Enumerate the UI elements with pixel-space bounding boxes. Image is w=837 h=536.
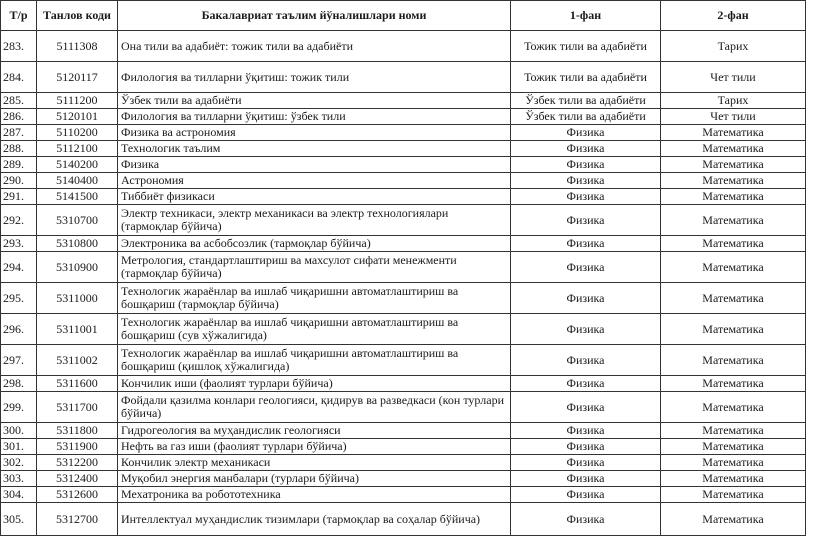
row-subject2: Математика bbox=[661, 236, 806, 252]
row-subject2: Математика bbox=[661, 392, 806, 423]
row-code: 5140200 bbox=[37, 157, 118, 173]
row-direction-name: Мехатроника ва робототехника bbox=[118, 487, 511, 503]
table-row bbox=[1, 392, 806, 423]
table-row bbox=[1, 487, 806, 503]
table-row bbox=[1, 125, 806, 141]
row-direction-name: Технологик жараёнлар ва ишлаб чиқаришни автоматлаштириш ва бошқариш (сув хўжалигида) bbox=[118, 314, 511, 345]
header-no: Т/р bbox=[1, 1, 37, 31]
row-subject2: Чет тили bbox=[661, 109, 806, 125]
table-header-row bbox=[1, 1, 806, 31]
row-direction-name: Филология ва тилларни ўқитиш: тожик тили bbox=[118, 62, 511, 93]
table-row bbox=[1, 31, 806, 62]
row-subject1: Физика bbox=[511, 487, 661, 503]
table-row bbox=[1, 205, 806, 236]
row-number: 300. bbox=[1, 423, 37, 439]
row-direction-name: Физика ва астрономия bbox=[118, 125, 511, 141]
row-direction-name: Электр техникаси, электр механикаси ва электр технологиялари (тармоқлар бўйича) bbox=[118, 205, 511, 236]
row-subject2: Чет тили bbox=[661, 62, 806, 93]
row-number: 298. bbox=[1, 376, 37, 392]
row-code: 5120101 bbox=[37, 109, 118, 125]
row-subject2: Математика bbox=[661, 503, 806, 536]
row-number: 284. bbox=[1, 62, 37, 93]
row-code: 5311600 bbox=[37, 376, 118, 392]
table-row bbox=[1, 503, 806, 536]
row-subject1: Физика bbox=[511, 345, 661, 376]
table-row bbox=[1, 157, 806, 173]
table-body bbox=[1, 31, 806, 536]
row-number: 293. bbox=[1, 236, 37, 252]
row-number: 299. bbox=[1, 392, 37, 423]
row-subject1: Физика bbox=[511, 439, 661, 455]
row-direction-name: Ўзбек тили ва адабиёти bbox=[118, 93, 511, 109]
row-code: 5312600 bbox=[37, 487, 118, 503]
table-row bbox=[1, 93, 806, 109]
row-subject1: Физика bbox=[511, 157, 661, 173]
row-code: 5311002 bbox=[37, 345, 118, 376]
row-number: 286. bbox=[1, 109, 37, 125]
row-code: 5140400 bbox=[37, 173, 118, 189]
row-subject2: Математика bbox=[661, 157, 806, 173]
row-subject2: Математика bbox=[661, 345, 806, 376]
row-number: 302. bbox=[1, 455, 37, 471]
row-subject1: Физика bbox=[511, 314, 661, 345]
row-direction-name: Электроника ва асбобсозлик (тармоқлар бўйича) bbox=[118, 236, 511, 252]
row-subject1: Физика bbox=[511, 471, 661, 487]
row-subject1: Физика bbox=[511, 173, 661, 189]
row-direction-name: Технологик таълим bbox=[118, 141, 511, 157]
row-number: 294. bbox=[1, 252, 37, 283]
row-subject1: Физика bbox=[511, 125, 661, 141]
row-subject2: Тарих bbox=[661, 93, 806, 109]
row-subject1: Физика bbox=[511, 205, 661, 236]
row-code: 5110200 bbox=[37, 125, 118, 141]
row-subject1: Физика bbox=[511, 252, 661, 283]
row-direction-name: Физика bbox=[118, 157, 511, 173]
row-code: 5312700 bbox=[37, 503, 118, 536]
row-subject2: Математика bbox=[661, 205, 806, 236]
row-code: 5120117 bbox=[37, 62, 118, 93]
row-subject2: Математика bbox=[661, 455, 806, 471]
header-code: Танлов коди bbox=[37, 1, 118, 31]
row-number: 288. bbox=[1, 141, 37, 157]
row-number: 289. bbox=[1, 157, 37, 173]
row-code: 5312200 bbox=[37, 455, 118, 471]
row-subject1: Физика bbox=[511, 283, 661, 314]
row-subject2: Математика bbox=[661, 376, 806, 392]
row-code: 5311700 bbox=[37, 392, 118, 423]
table-row bbox=[1, 471, 806, 487]
row-number: 285. bbox=[1, 93, 37, 109]
row-direction-name: Астрономия bbox=[118, 173, 511, 189]
row-subject2: Математика bbox=[661, 471, 806, 487]
row-direction-name: Тиббиёт физикаси bbox=[118, 189, 511, 205]
header-subject2: 2-фан bbox=[661, 1, 806, 31]
table-row bbox=[1, 109, 806, 125]
row-subject2: Математика bbox=[661, 314, 806, 345]
row-subject1: Ўзбек тили ва адабиёти bbox=[511, 93, 661, 109]
row-direction-name: Она тили ва адабиёт: тожик тили ва адабиёти bbox=[118, 31, 511, 62]
row-subject1: Тожик тили ва адабиёти bbox=[511, 31, 661, 62]
row-subject2: Математика bbox=[661, 423, 806, 439]
table-row bbox=[1, 141, 806, 157]
row-code: 5111308 bbox=[37, 31, 118, 62]
row-direction-name: Нефть ва газ иши (фаолият турлари бўйича) bbox=[118, 439, 511, 455]
row-subject1: Физика bbox=[511, 189, 661, 205]
table-row bbox=[1, 423, 806, 439]
row-number: 295. bbox=[1, 283, 37, 314]
row-direction-name: Муқобил энергия манбалари (турлари бўйича) bbox=[118, 471, 511, 487]
row-subject2: Математика bbox=[661, 141, 806, 157]
row-number: 287. bbox=[1, 125, 37, 141]
row-subject1: Физика bbox=[511, 141, 661, 157]
row-subject1: Ўзбек тили ва адабиёти bbox=[511, 109, 661, 125]
row-number: 283. bbox=[1, 31, 37, 62]
row-number: 303. bbox=[1, 471, 37, 487]
table-row bbox=[1, 252, 806, 283]
row-number: 296. bbox=[1, 314, 37, 345]
row-direction-name: Кончилик электр механикаси bbox=[118, 455, 511, 471]
table-row bbox=[1, 189, 806, 205]
row-direction-name: Технологик жараёнлар ва ишлаб чиқаришни автоматлаштириш ва бошқариш (тармоқлар бўйича) bbox=[118, 283, 511, 314]
table-row bbox=[1, 439, 806, 455]
row-code: 5112100 bbox=[37, 141, 118, 157]
row-subject2: Математика bbox=[661, 439, 806, 455]
row-direction-name: Метрология, стандартлаштириш ва махсулот сифати менежменти (тармоқлар бўйича) bbox=[118, 252, 511, 283]
row-subject2: Математика bbox=[661, 252, 806, 283]
row-subject1: Физика bbox=[511, 455, 661, 471]
row-subject1: Физика bbox=[511, 376, 661, 392]
row-code: 5311800 bbox=[37, 423, 118, 439]
row-number: 304. bbox=[1, 487, 37, 503]
table-row bbox=[1, 173, 806, 189]
row-number: 297. bbox=[1, 345, 37, 376]
row-code: 5310800 bbox=[37, 236, 118, 252]
header-name: Бакалавриат таълим йўналишлари номи bbox=[118, 1, 511, 31]
row-direction-name: Кончилик иши (фаолият турлари бўйича) bbox=[118, 376, 511, 392]
row-subject1: Физика bbox=[511, 503, 661, 536]
row-code: 5311001 bbox=[37, 314, 118, 345]
row-subject2: Математика bbox=[661, 189, 806, 205]
row-direction-name: Интеллектуал муҳандислик тизимлари (тармоқлар ва соҳалар бўйича) bbox=[118, 503, 511, 536]
row-subject1: Тожик тили ва адабиёти bbox=[511, 62, 661, 93]
row-subject1: Физика bbox=[511, 236, 661, 252]
row-code: 5141500 bbox=[37, 189, 118, 205]
header-subject1: 1-фан bbox=[511, 1, 661, 31]
row-subject1: Физика bbox=[511, 392, 661, 423]
row-code: 5310900 bbox=[37, 252, 118, 283]
table-row bbox=[1, 376, 806, 392]
row-direction-name: Фойдали қазилма конлари геологияси, қидирув ва разведкаси (кон турлари бўйича) bbox=[118, 392, 511, 423]
row-subject1: Физика bbox=[511, 423, 661, 439]
table-row bbox=[1, 345, 806, 376]
table-row bbox=[1, 455, 806, 471]
row-subject2: Математика bbox=[661, 487, 806, 503]
table-row bbox=[1, 236, 806, 252]
row-code: 5311900 bbox=[37, 439, 118, 455]
row-number: 291. bbox=[1, 189, 37, 205]
row-direction-name: Гидрогеология ва муҳандислик геологияси bbox=[118, 423, 511, 439]
row-number: 292. bbox=[1, 205, 37, 236]
row-number: 305. bbox=[1, 503, 37, 536]
table-row bbox=[1, 62, 806, 93]
row-code: 5111200 bbox=[37, 93, 118, 109]
row-number: 290. bbox=[1, 173, 37, 189]
table-row bbox=[1, 314, 806, 345]
row-direction-name: Технологик жараёнлар ва ишлаб чиқаришни автоматлаштириш ва бошқариш (қишлоқ хўжалигида) bbox=[118, 345, 511, 376]
row-subject2: Математика bbox=[661, 173, 806, 189]
row-code: 5312400 bbox=[37, 471, 118, 487]
row-direction-name: Филология ва тилларни ўқитиш: ўзбек тили bbox=[118, 109, 511, 125]
row-subject2: Математика bbox=[661, 125, 806, 141]
row-subject2: Тарих bbox=[661, 31, 806, 62]
row-code: 5310700 bbox=[37, 205, 118, 236]
row-code: 5311000 bbox=[37, 283, 118, 314]
table-row bbox=[1, 283, 806, 314]
row-number: 301. bbox=[1, 439, 37, 455]
row-subject2: Математика bbox=[661, 283, 806, 314]
